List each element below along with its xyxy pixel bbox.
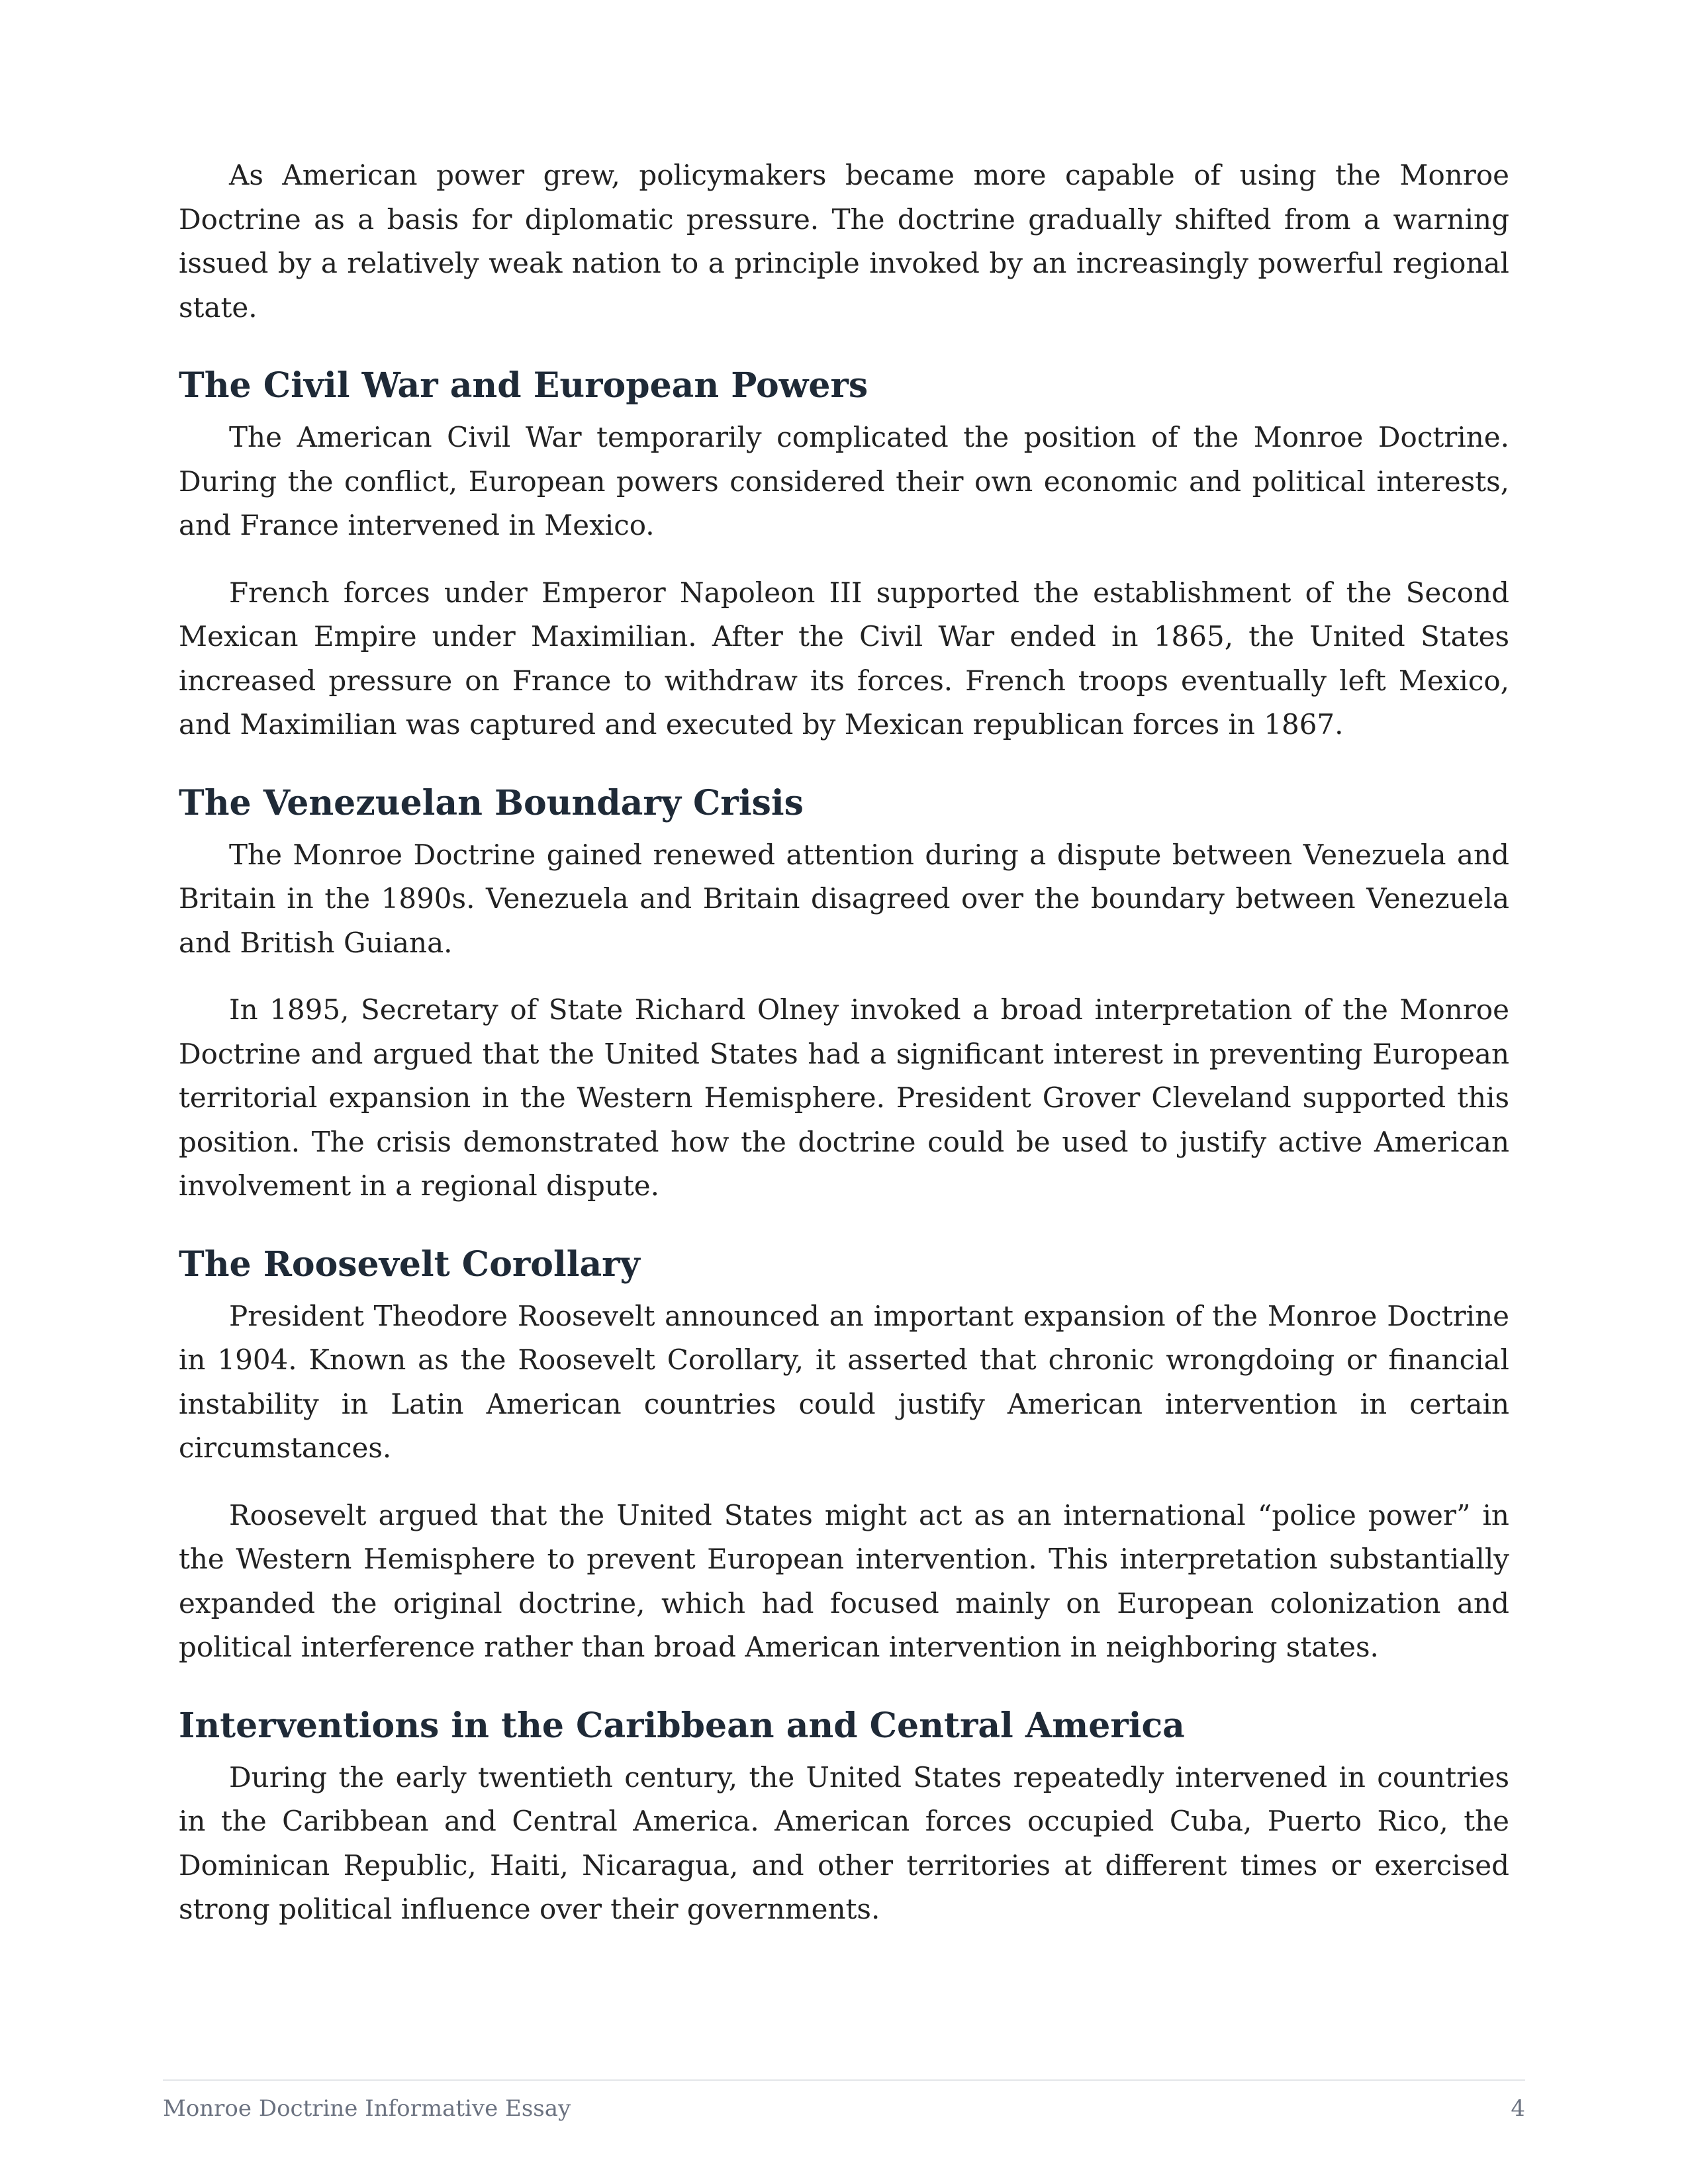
footer-title: Monroe Doctrine Informative Essay bbox=[163, 2095, 571, 2122]
section-heading: Interventions in the Caribbean and Central America bbox=[179, 1705, 1185, 1746]
body-paragraph: As American power grew, policymakers became more capable of using the Monroe Doctrine as a basis for diplomatic pressure. The doctrine gradually shifted from a warning issued by a relatively weak nation to a principle invoked by an increasingly powerful regional state. bbox=[179, 159, 1509, 324]
page-number: 4 bbox=[1511, 2095, 1525, 2122]
document-body bbox=[179, 154, 1509, 1955]
section-heading: The Venezuelan Boundary Crisis bbox=[179, 782, 804, 823]
body-paragraph: The American Civil War temporarily complicated the position of the Monroe Doctrine. During the conflict, European powers considered their own economic and political interests, and France intervened in Mexico. bbox=[179, 421, 1509, 541]
body-paragraph: In 1895, Secretary of State Richard Olney invoked a broad interpretation of the Monroe Doctrine and argued that the United States had a significant interest in preventing European territorial expansion in the Western Hemisphere. President Grover Cleveland supported this position. The crisis demonstrated how the doctrine could be used to justify active American involvement in a regional dispute. bbox=[179, 993, 1509, 1202]
body-paragraph: Roosevelt argued that the United States might act as an international “police power” in the Western Hemisphere to prevent European intervention. This interpretation substantially expanded the original doctrine, which had focused mainly on European colonization and political interference rather than broad American intervention in neighboring states. bbox=[179, 1498, 1509, 1663]
footer-divider bbox=[163, 2079, 1525, 2081]
body-paragraph: During the early twentieth century, the United States repeatedly intervened in countries in the Caribbean and Central America. American forces occupied Cuba, Puerto Rico, the Dominican Republic, Haiti, Nicaragua, and other territories at different times or exercised strong political influence over their governments. bbox=[179, 1760, 1509, 1925]
body-paragraph: The Monroe Doctrine gained renewed attention during a dispute between Venezuela and Britain in the 1890s. Venezuela and Britain disagreed over the boundary between Venezuela and British Guiana. bbox=[179, 838, 1509, 959]
section-heading: The Roosevelt Corollary bbox=[179, 1244, 640, 1285]
section-heading: The Civil War and European Powers bbox=[179, 365, 868, 406]
body-paragraph: President Theodore Roosevelt announced an important expansion of the Monroe Doctrine in 1904. Known as the Roosevelt Corollary, it asserted that chronic wrongdoing or financial instability in Latin American countries could justify American intervention in certain circumstances. bbox=[179, 1299, 1509, 1464]
body-paragraph: French forces under Emperor Napoleon III supported the establishment of the Second Mexican Empire under Maximilian. After the Civil War ended in 1865, the United States increased pressure on France to withdraw its forces. French troops eventually left Mexico, and Maximilian was captured and executed by Mexican republican forces in 1867. bbox=[179, 576, 1509, 741]
